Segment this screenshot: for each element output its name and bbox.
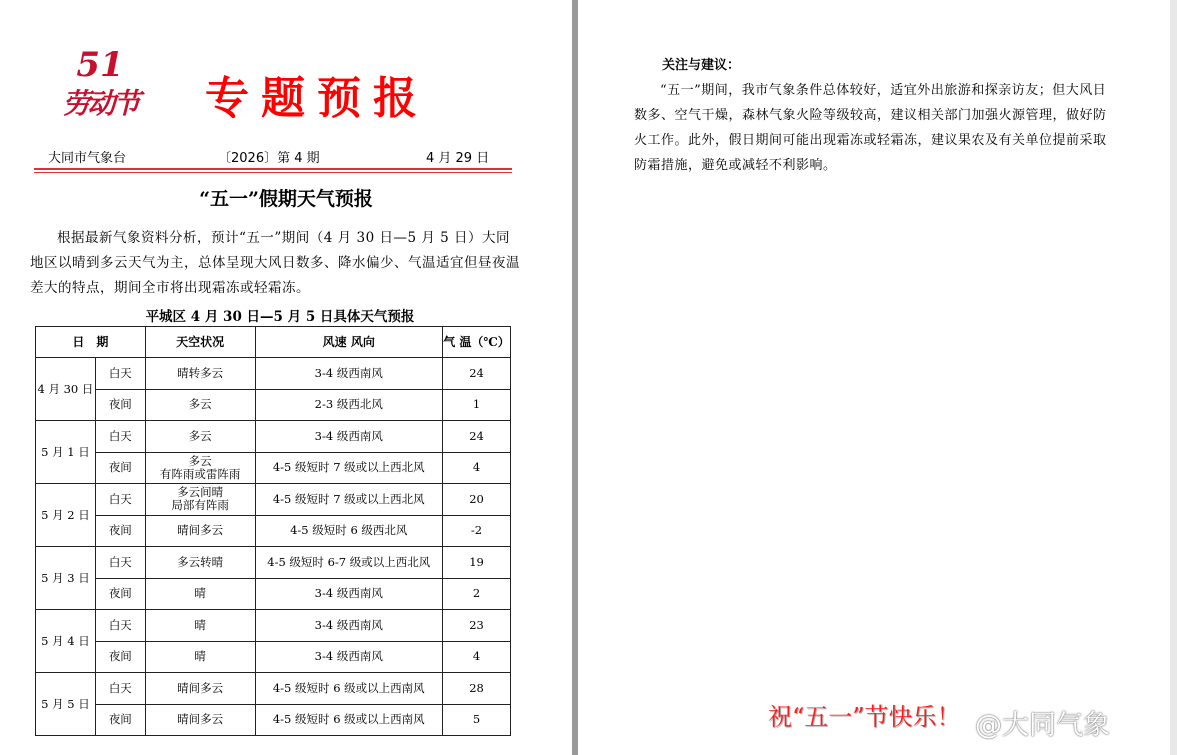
period-cell: 夜间 <box>95 389 145 421</box>
page-1 <box>0 0 572 755</box>
period-cell: 夜间 <box>95 452 145 484</box>
sky-cell: 晴 <box>145 641 255 673</box>
temp-cell: 24 <box>443 421 511 453</box>
date-cell: 5 月 1 日 <box>36 421 96 484</box>
date-cell: 5 月 2 日 <box>36 484 96 547</box>
wind-cell: 3-4 级西南风 <box>255 358 443 390</box>
table-row <box>36 358 511 390</box>
temp-cell: 28 <box>443 673 511 705</box>
wind-cell: 3-4 级西南风 <box>255 610 443 642</box>
period-cell: 白天 <box>95 547 145 579</box>
date-cell: 5 月 5 日 <box>36 673 96 736</box>
period-cell: 白天 <box>95 421 145 453</box>
sky-cell: 多云 有阵雨或雷阵雨 <box>145 452 255 484</box>
period-cell: 白天 <box>95 358 145 390</box>
wind-cell: 3-4 级西南风 <box>255 578 443 610</box>
report-title: 专题预报 <box>205 73 429 124</box>
temp-cell: -2 <box>443 515 511 547</box>
wind-cell: 4-5 级短时 7 级或以上西北风 <box>255 452 443 484</box>
issue-date: 4 月 29 日 <box>426 151 490 166</box>
period-cell: 白天 <box>95 610 145 642</box>
labor-day-logo <box>50 46 150 141</box>
issue-number: 〔2026〕第 4 期 <box>218 151 320 166</box>
forecast-table <box>35 326 511 736</box>
date-cell: 4 月 30 日 <box>36 358 96 421</box>
period-cell: 白天 <box>95 484 145 516</box>
sky-cell: 晴间多云 <box>145 704 255 736</box>
header-sky: 天空状况 <box>145 327 255 358</box>
table-row <box>36 578 511 610</box>
period-cell: 夜间 <box>95 515 145 547</box>
table-row <box>36 704 511 736</box>
header-wind: 风速 风向 <box>255 327 443 358</box>
wind-cell: 3-4 级西南风 <box>255 421 443 453</box>
divider <box>34 168 512 170</box>
org-name: 大同市气象台 <box>48 151 127 166</box>
headline: “五一”假期天气预报 <box>199 188 373 210</box>
period-cell: 夜间 <box>95 704 145 736</box>
table-row <box>36 515 511 547</box>
sky-cell: 多云转晴 <box>145 547 255 579</box>
logo-number: 51 <box>76 45 124 85</box>
temp-cell: 4 <box>443 641 511 673</box>
temp-cell: 19 <box>443 547 511 579</box>
table-row <box>36 421 511 453</box>
wind-cell: 4-5 级短时 6-7 级或以上西北风 <box>255 547 443 579</box>
date-cell: 5 月 4 日 <box>36 610 96 673</box>
temp-cell: 5 <box>443 704 511 736</box>
temp-cell: 23 <box>443 610 511 642</box>
logo-text: 劳动节 <box>62 87 138 120</box>
table-row <box>36 641 511 673</box>
divider <box>34 172 512 173</box>
sky-cell: 晴 <box>145 578 255 610</box>
wind-cell: 4-5 级短时 6 级西北风 <box>255 515 443 547</box>
temp-cell: 4 <box>443 452 511 484</box>
sky-cell: 晴 <box>145 610 255 642</box>
period-cell: 夜间 <box>95 578 145 610</box>
intro-paragraph: 根据最新气象资料分析，预计“五一”期间（4 月 30 日—5 月 5 日）大同地区以晴到多云天气为主，总体呈现大风日数多、降水偏少、气温适宜但昼夜温差大的特点，期间全市将出现霜冻或轻霜冻。 <box>30 230 520 296</box>
greeting: 祝“五一”节快乐！ <box>768 703 961 731</box>
date-cell: 5 月 3 日 <box>36 547 96 610</box>
temp-cell: 24 <box>443 358 511 390</box>
wind-cell: 3-4 级西南风 <box>255 641 443 673</box>
header-temp: 气 温（℃） <box>443 327 511 358</box>
header-date: 日 期 <box>36 327 146 358</box>
sky-cell: 晴间多云 <box>145 515 255 547</box>
sky-cell: 晴转多云 <box>145 358 255 390</box>
wind-cell: 4-5 级短时 7 级或以上西北风 <box>255 484 443 516</box>
period-cell: 夜间 <box>95 641 145 673</box>
table-caption: 平城区 4 月 30 日—5 月 5 日具体天气预报 <box>145 309 415 325</box>
weibo-watermark: @大同气象 <box>975 710 1110 741</box>
wind-cell: 4-5 级短时 6 级或以上西南风 <box>255 704 443 736</box>
advice-heading: 关注与建议： <box>662 58 741 73</box>
sky-cell: 多云 <box>145 389 255 421</box>
table-row <box>36 484 511 516</box>
sky-cell: 晴间多云 <box>145 673 255 705</box>
sky-cell: 多云间晴 局部有阵雨 <box>145 484 255 516</box>
table-row <box>36 389 511 421</box>
temp-cell: 1 <box>443 389 511 421</box>
period-cell: 白天 <box>95 673 145 705</box>
table-row <box>36 547 511 579</box>
table-row <box>36 673 511 705</box>
scrollbar[interactable] <box>1170 0 1177 755</box>
wind-cell: 4-5 级短时 6 级或以上西南风 <box>255 673 443 705</box>
sky-cell: 多云 <box>145 421 255 453</box>
table-row <box>36 610 511 642</box>
table-header <box>36 327 511 358</box>
advice-paragraph: “五一”期间，我市气象条件总体较好，适宜外出旅游和探亲访友；但大风日数多、空气干燥，森林气象火险等级较高，建议相关部门加强火源管理，做好防火工作。此外，假日期间可能出现霜冻或轻霜冻，建议果农及有关单位提前采取防霜措施，避免或减轻不利影响。 <box>634 83 1107 173</box>
table-row <box>36 452 511 484</box>
temp-cell: 20 <box>443 484 511 516</box>
temp-cell: 2 <box>443 578 511 610</box>
wind-cell: 2-3 级西北风 <box>255 389 443 421</box>
